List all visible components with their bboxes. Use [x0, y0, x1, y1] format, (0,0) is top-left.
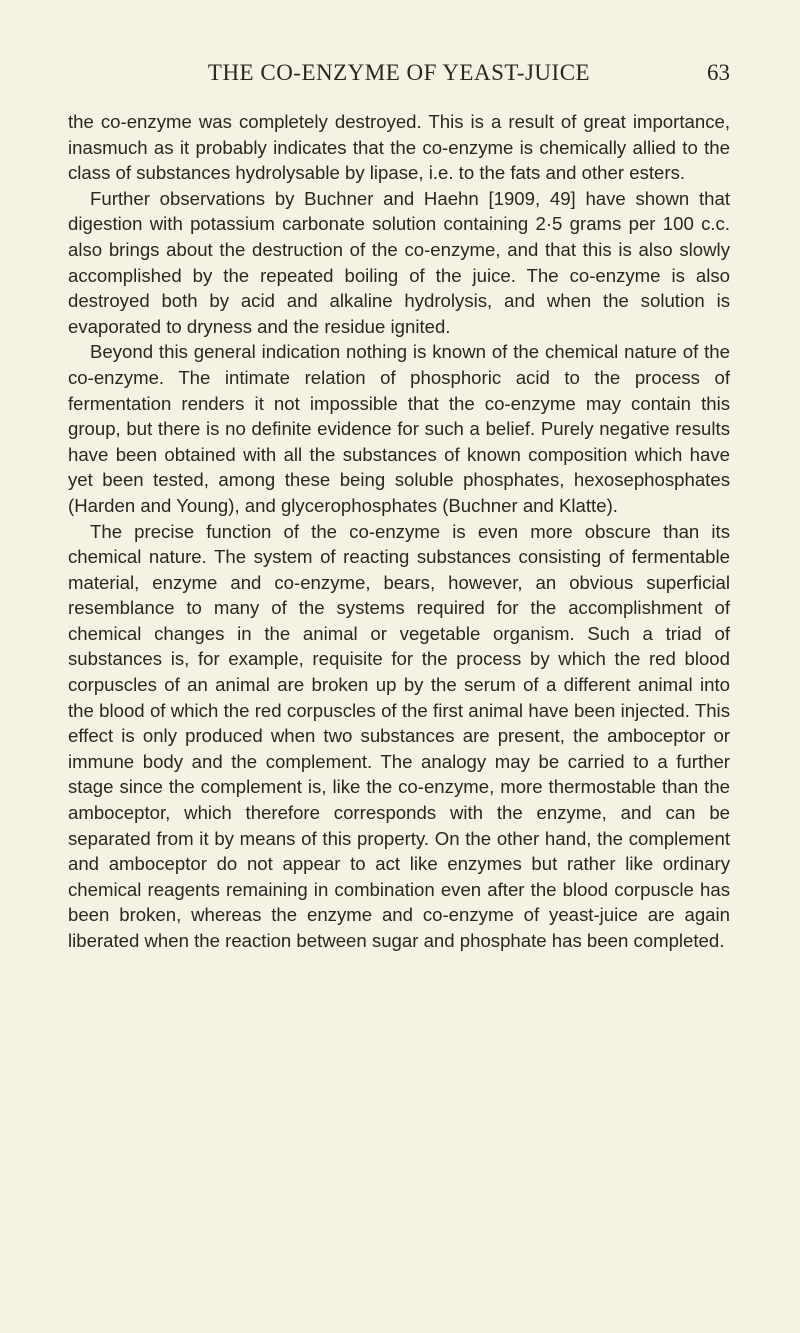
page-header	[68, 60, 730, 94]
paragraph-1: the co-enzyme was completely destroyed. This is a result of great importance, inasmuch as it probably indicates that the co-enzyme is chemically allied to the class of substances hydrolysable by lipase, i.e. to the fats and other esters.	[68, 111, 730, 184]
paragraph-2: Further observations by Buchner and Haehn [1909, 49] have shown that digestion with potassium carbonate solution containing 2·5 grams per 100 c.c. also brings about the destruction of the co-enzyme, and that this is also slowly accomplished by the repeated boiling of the juice. The co-enzyme is also destroyed both by acid and alkaline hydrolysis, and when the solution is evaporated to dryness and the residue ignited.	[68, 187, 730, 337]
running-head: THE CO-ENZYME OF YEAST-JUICE	[207, 60, 591, 85]
page-number: 63	[707, 60, 730, 85]
body-text	[68, 109, 730, 954]
paragraph-4: The precise function of the co-enzyme is even more obscure than its chemical nature. The system of reacting substances consisting of fermentable material, enzyme and co-enzyme, bears, however, an obvious superficial resemblance to many of the systems required for the accomplishment of chemical changes in the animal or vegetable organism. Such a triad of substances is, for example, requisite for the process by which the red blood corpuscles of an animal are broken up by the serum of a different animal into the blood of which the red corpuscles of the first animal have been injected. This effect is only produced when two substances are present, the amboceptor or immune body and the complement. The analogy may be carried to a further stage since the complement is, like the co-enzyme, more thermostable than the amboceptor, which therefore corresponds with the enzyme, and can be separated from it by means of this property. On the other hand, the complement and amboceptor do not appear to act like enzymes but rather like ordinary chemical reagents remaining in combination even after the blood corpuscle has been broken, whereas the enzyme and co-enzyme of yeast-juice are again liberated when the reaction between sugar and phosphate has been completed.	[68, 520, 730, 951]
paragraph-3: Beyond this general indication nothing is known of the chemical nature of the co-enzyme. The intimate relation of phosphoric acid to the process of fermentation renders it not impossible that the co-enzyme may contain this group, but there is no definite evidence for such a belief. Purely negative results have been obtained with all the substances of known composition which have yet been tested, among these being soluble phosphates, hexosephosphates (Harden and Young), and glycerophosphates (Buchner and Klatte).	[68, 341, 730, 516]
